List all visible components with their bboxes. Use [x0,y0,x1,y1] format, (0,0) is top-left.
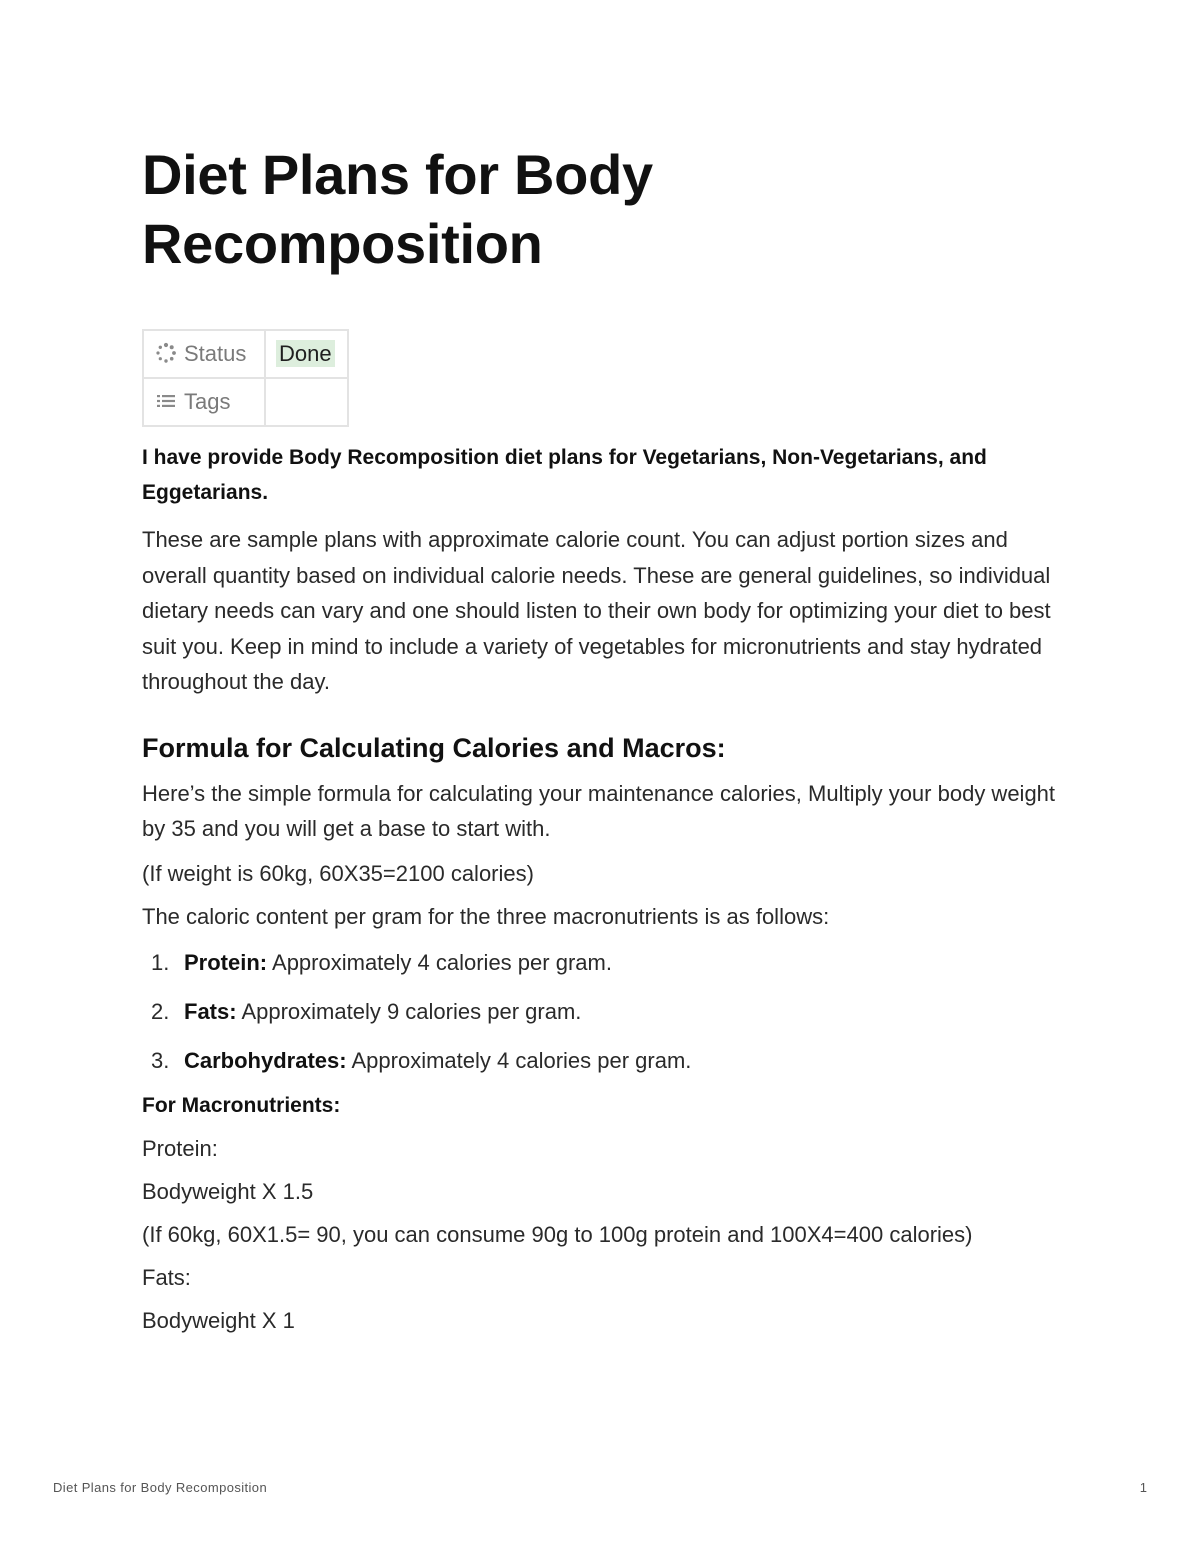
list-item-text: Approximately 4 calories per gram. [346,1047,692,1073]
protein-example: (If 60kg, 60X1.5= 90, you can consume 90g to 100g protein and 100X4=400 calories) [142,1221,973,1247]
document-body [142,140,1062,1337]
property-value-tags[interactable] [265,378,348,426]
list-item-label: Protein: [184,949,268,975]
macro-intro: The caloric content per gram for the three macronutrients is as follows: [142,903,830,929]
list-item-text: Approximately 9 calories per gram. [236,998,582,1024]
list-item-number: 3. [151,1047,170,1073]
list-item-content [184,1045,691,1077]
macronutrients-label: For Macronutrients: [142,1093,341,1117]
list-item [142,1045,1062,1077]
list-item-text: Approximately 4 calories per gram. [267,949,612,975]
list-item-content [184,996,581,1028]
properties-table [142,329,349,427]
formula-paragraph: Here’s the simple formula for calculating your maintenance calories, Multiply your body weight by 35 and you will get a base to start with. [142,780,1056,841]
list-icon [154,389,178,413]
list-item [142,947,1062,979]
list-item-label: Fats: [184,998,237,1024]
section-heading: Formula for Calculating Calories and Macros: [142,732,726,763]
intro-bold-text: I have provide Body Recomposition diet plans for Vegetarians, Non-Vegetarians, and Eggetarians. [142,446,987,504]
macro-list [142,947,1062,1077]
list-item-content [184,947,612,979]
fats-formula: Bodyweight X 1 [142,1307,295,1333]
protein-label: Protein: [142,1135,218,1161]
list-item [142,996,1062,1028]
footer-title: Diet Plans for Body Recomposition [53,1480,268,1495]
protein-formula: Bodyweight X 1.5 [142,1178,314,1204]
property-key-label: Tags [184,388,231,414]
property-key-label: Status [184,340,247,366]
intro-paragraph: These are sample plans with approximate calorie count. You can adjust portion sizes and overall quantity based on individual calorie needs. These are general guidelines, so individual dietary needs can vary and one should listen to their own body for optimizing your diet to best suit you. Keep in mind to include a variety of vegetables for micronutrients and stay hydrated throughout the day. [142,527,1051,694]
status-badge: Done [276,340,335,367]
fats-label: Fats: [142,1264,191,1290]
status-loader-icon [154,341,178,365]
property-value-status[interactable] [265,330,348,378]
footer-page-number: 1 [1139,1480,1147,1495]
property-row-status [143,330,348,378]
list-item-label: Carbohydrates: [184,1047,347,1073]
page-title: Diet Plans for Body Recomposition [142,143,653,275]
property-key-tags [143,378,265,426]
list-item-number: 2. [151,998,170,1024]
property-row-tags [143,378,348,426]
property-key-status [143,330,265,378]
list-item-number: 1. [151,949,170,975]
formula-example: (If weight is 60kg, 60X35=2100 calories) [142,860,534,886]
